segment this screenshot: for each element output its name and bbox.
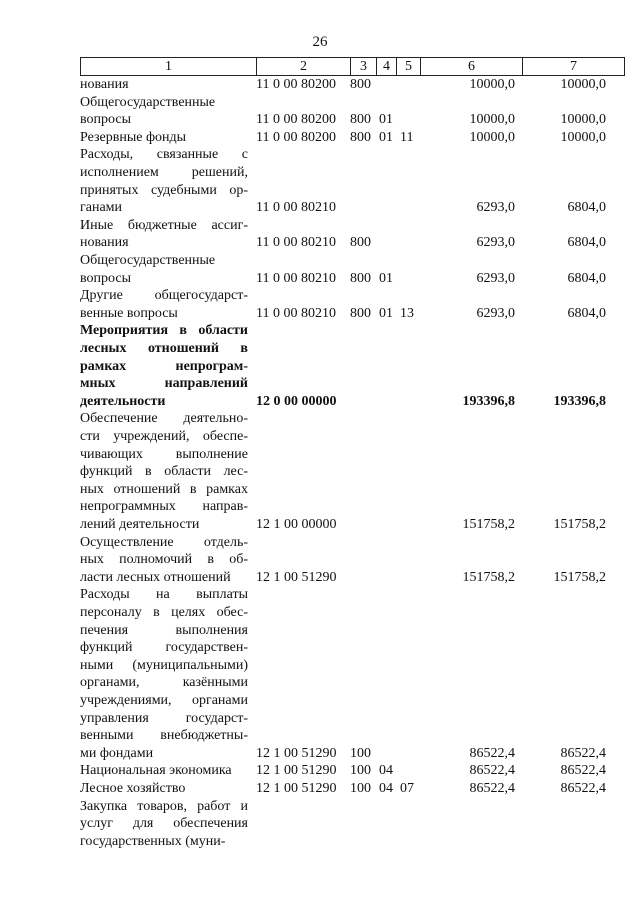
row-expense-type: 100	[350, 781, 371, 796]
row-name-line: функций в области лес-	[80, 464, 248, 480]
header-col-2: 2	[256, 58, 350, 75]
row-amount-1: 86522,4	[469, 745, 515, 761]
row-code: 11 0 00 80200	[256, 129, 336, 145]
row-amount-2: 151758,2	[553, 569, 606, 585]
row-name-line: Национальная экономика	[80, 763, 232, 779]
row-name-line: персоналу в целях обес-	[80, 604, 248, 620]
row-amount-1: 6293,0	[476, 270, 515, 286]
row-name-line: ных полномочий в об-	[80, 552, 248, 568]
row-code: 11 0 00 80200	[256, 77, 336, 92]
table-row	[80, 780, 625, 798]
table-row	[80, 217, 625, 252]
row-name	[80, 762, 248, 780]
header-col-3: 3	[350, 58, 376, 75]
row-amount-2: 86522,4	[560, 745, 606, 761]
row-subsection: 11	[400, 129, 414, 145]
row-name-line: государственных (муни-	[80, 833, 226, 849]
row-name-line: мных направлений	[80, 376, 248, 392]
row-name-line: исполнением решений,	[80, 164, 248, 180]
row-code: 12 0 00 00000	[256, 393, 337, 409]
row-name	[80, 322, 248, 410]
row-name	[80, 586, 248, 762]
row-section: 01	[379, 270, 393, 286]
row-code: 11 0 00 80210	[256, 270, 336, 286]
row-name-line: чивающих выполнение	[80, 446, 248, 462]
row-expense-type: 800	[350, 305, 371, 321]
row-amount-1: 6293,0	[476, 235, 515, 251]
row-code: 11 0 00 80210	[256, 235, 336, 251]
row-code: 12 1 00 51290	[256, 763, 337, 779]
row-amount-1: 151758,2	[462, 569, 515, 585]
header-col-1: 1	[80, 58, 256, 75]
row-code: 12 1 00 51290	[256, 569, 337, 585]
table-row	[80, 534, 625, 587]
table-row	[80, 76, 625, 94]
row-name-line: органами, казёнными	[80, 675, 248, 691]
row-name	[80, 534, 248, 587]
row-section: 01	[379, 305, 393, 321]
row-name-line: Осуществление отдель-	[80, 534, 248, 550]
row-name-line: управления государст-	[80, 710, 248, 726]
row-name-line: лесных отношений в	[80, 340, 248, 356]
row-name-line: функций государствен-	[80, 640, 248, 656]
row-name-line: печения выполнения	[80, 622, 248, 638]
row-name	[80, 798, 248, 851]
row-amount-1: 193396,8	[462, 393, 515, 409]
row-name-line: лений деятельности	[80, 516, 200, 532]
row-code: 12 1 00 00000	[256, 516, 337, 532]
row-name-line: ных отношений в рамках	[80, 481, 248, 497]
row-name-line: нования	[80, 77, 129, 92]
row-amount-2: 86522,4	[560, 763, 606, 779]
row-name-line: деятельности	[80, 393, 166, 409]
row-name-line: Общегосударственные	[80, 253, 216, 268]
row-name	[80, 146, 248, 216]
row-name-line: венные вопросы	[80, 305, 178, 321]
header-col-5: 5	[396, 58, 420, 75]
row-expense-type: 800	[350, 270, 371, 286]
row-expense-type: 100	[350, 763, 371, 779]
row-expense-type: 800	[350, 77, 371, 92]
row-name-line: принятых судебными ор-	[80, 182, 248, 198]
page-number: 26	[312, 34, 328, 50]
row-name-line: Мероприятия в области	[80, 323, 248, 339]
row-name-line: Расходы на выплаты	[80, 587, 248, 603]
row-expense-type: 800	[350, 235, 371, 251]
row-code: 11 0 00 80210	[256, 200, 336, 216]
table-row	[80, 586, 625, 762]
row-amount-2: 10000,0	[560, 77, 606, 92]
row-name-line: нования	[80, 235, 129, 251]
row-name-line: Другие общегосударст-	[80, 288, 248, 304]
row-amount-1: 10000,0	[469, 77, 515, 92]
row-code: 11 0 00 80210	[256, 305, 336, 321]
row-name-line: Лесное хозяйство	[80, 781, 186, 796]
row-section: 04	[379, 763, 393, 779]
row-subsection: 13	[400, 305, 414, 321]
table-row	[80, 146, 625, 216]
row-name-line: непрограммных направ-	[80, 499, 248, 515]
table-row	[80, 322, 625, 410]
row-name-line: ными (муниципальными)	[80, 657, 248, 673]
row-amount-2: 193396,8	[553, 393, 606, 409]
table-row	[80, 287, 625, 322]
row-expense-type: 800	[350, 129, 371, 145]
row-name-line: ласти лесных отношений	[80, 569, 231, 585]
row-name-line: Закупка товаров, работ и	[80, 798, 248, 814]
row-name-line: Обеспечение деятельно-	[80, 411, 248, 427]
row-name-line: Общегосударственные	[80, 94, 216, 110]
table-row	[80, 129, 625, 147]
row-amount-1: 86522,4	[469, 763, 515, 779]
row-amount-1: 86522,4	[469, 781, 515, 796]
row-section: 04	[379, 781, 393, 796]
table-row	[80, 252, 625, 287]
row-name-line: ми фондами	[80, 745, 154, 761]
row-amount-2: 151758,2	[553, 516, 606, 532]
table-row	[80, 94, 625, 129]
row-name-line: ганами	[80, 200, 123, 216]
row-amount-1: 6293,0	[476, 200, 515, 216]
row-amount-2: 6804,0	[567, 200, 606, 216]
row-name-line: венными внебюджетны-	[80, 728, 248, 744]
row-section: 01	[379, 129, 393, 145]
row-amount-1: 10000,0	[469, 112, 515, 128]
row-amount-2: 10000,0	[560, 112, 606, 128]
row-subsection: 07	[400, 781, 414, 796]
row-name	[80, 287, 248, 322]
row-name	[80, 129, 248, 147]
row-amount-1: 10000,0	[469, 129, 515, 145]
row-code: 12 1 00 51290	[256, 781, 337, 796]
row-name-line: Резервные фонды	[80, 129, 187, 145]
table-row	[80, 762, 625, 780]
row-amount-2: 6804,0	[567, 305, 606, 321]
row-name-line: Иные бюджетные ассиг-	[80, 217, 248, 233]
row-expense-type: 100	[350, 745, 371, 761]
header-col-7: 7	[522, 58, 625, 75]
table-header	[80, 57, 625, 76]
row-amount-1: 6293,0	[476, 305, 515, 321]
row-amount-2: 86522,4	[560, 781, 606, 796]
row-name-line: учреждениями, органами	[80, 692, 248, 708]
row-name	[80, 76, 248, 94]
row-name	[80, 94, 248, 129]
header-col-4: 4	[376, 58, 396, 75]
row-name	[80, 410, 248, 533]
row-amount-2: 10000,0	[560, 129, 606, 145]
header-col-6: 6	[420, 58, 522, 75]
row-name-line: вопросы	[80, 270, 131, 286]
row-name-line: услуг для обеспечения	[80, 816, 248, 832]
row-name-line: рамках непрограм-	[80, 358, 248, 374]
row-code: 11 0 00 80200	[256, 112, 336, 128]
row-amount-1: 151758,2	[462, 516, 515, 532]
row-name	[80, 217, 248, 252]
row-amount-2: 6804,0	[567, 235, 606, 251]
row-name-line: вопросы	[80, 112, 131, 128]
table-row	[80, 410, 625, 533]
row-name	[80, 252, 248, 287]
row-expense-type: 800	[350, 112, 371, 128]
row-section: 01	[379, 112, 393, 128]
row-name	[80, 780, 248, 798]
row-name-line: Расходы, связанные с	[80, 147, 248, 163]
row-code: 12 1 00 51290	[256, 745, 337, 761]
row-name-line: сти учреждений, обеспе-	[80, 428, 248, 444]
row-amount-2: 6804,0	[567, 270, 606, 286]
table-row	[80, 798, 625, 851]
